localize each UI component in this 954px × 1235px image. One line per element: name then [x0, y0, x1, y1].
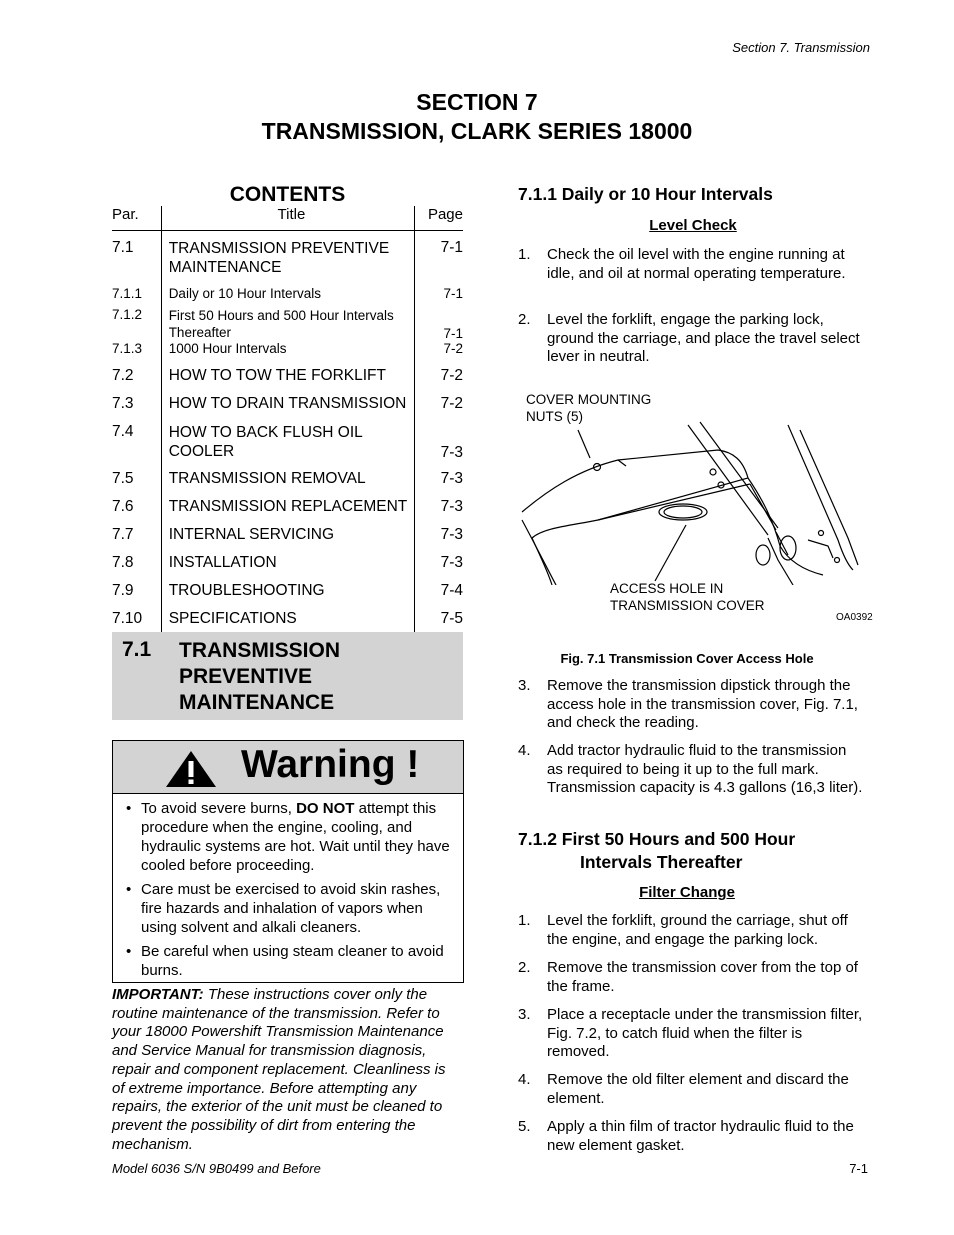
step-text: Add tractor hydraulic fluid to the transmission as required to being it up to the full mark. Transmission capacity is 4.3 gallons (16,3 liter).: [547, 742, 863, 797]
list-item: • Be careful when using steam cleaner to avoid burns.: [141, 942, 455, 980]
toc-title: SPECIFICATIONS: [161, 610, 415, 632]
toc-par: 7.8: [112, 553, 134, 571]
toc-page: 7-1: [415, 239, 463, 286]
toc-title: 1000 Hour Intervals: [161, 341, 415, 367]
toc-page: 7-1: [415, 307, 463, 341]
toc-page: 7-3: [415, 554, 463, 582]
footer-page-number: 7-1: [849, 1161, 868, 1176]
toc-title: TROUBLESHOOTING: [161, 582, 415, 610]
important-note: [112, 986, 462, 1154]
toc-par: 7.1: [112, 238, 134, 256]
table-row: [112, 395, 463, 423]
warning-text: attempt this procedure when the engine, cooling, and hydraulic systems are hot. Wait until they have cooled before proceeding.: [141, 800, 450, 874]
col-page: Page: [415, 206, 463, 231]
step-number: 2.: [518, 311, 531, 328]
table-row: [112, 610, 463, 632]
toc-title: HOW TO BACK FLUSH OIL COOLER: [161, 423, 415, 470]
label-line: NUTS (5): [526, 409, 583, 424]
toc-page: 7-2: [415, 341, 463, 367]
table-row: [112, 526, 463, 554]
running-head: Section 7. Transmission: [732, 40, 870, 55]
section-7-1-heading: [112, 632, 463, 720]
subheading-level-check: Level Check: [649, 217, 737, 234]
toc-title: TRANSMISSION REPLACEMENT: [161, 498, 415, 526]
important-label: IMPORTANT:: [112, 986, 204, 1003]
transmission-cover-illustration: [518, 420, 870, 585]
list-item: [141, 799, 455, 875]
table-row: [112, 341, 463, 367]
step-text: Check the oil level with the engine running at idle, and oil at normal operating temperature.: [547, 246, 846, 282]
step-text: Place a receptacle under the transmission filter, Fig. 7.2, to catch fluid when the filter is removed.: [547, 1006, 863, 1061]
toc-par: 7.3: [112, 394, 134, 412]
section-title-line: TRANSMISSION: [179, 639, 341, 662]
figure-caption: Fig. 7.1 Transmission Cover Access Hole: [560, 651, 814, 666]
contents-heading: CONTENTS: [229, 183, 346, 206]
toc-title: INTERNAL SERVICING: [161, 526, 415, 554]
table-row: [112, 582, 463, 610]
title-line-2: TRANSMISSION, CLARK SERIES 18000: [261, 118, 693, 144]
label-line: COVER MOUNTING: [526, 392, 652, 407]
label-line: ACCESS HOLE IN: [610, 581, 724, 596]
toc-title: HOW TO DRAIN TRANSMISSION: [161, 395, 415, 423]
toc-par: 7.2: [112, 366, 134, 384]
figure-label-access-hole: [610, 580, 765, 614]
subheading-filter-change: Filter Change: [639, 884, 735, 901]
warning-triangle-icon: [165, 750, 217, 788]
warning-title: Warning !: [241, 743, 420, 786]
step-number: 1.: [518, 912, 531, 929]
table-row: [112, 239, 463, 286]
table-row: [112, 470, 463, 498]
toc-par: 7.1.3: [112, 340, 143, 356]
table-row: [112, 367, 463, 395]
step-text: Level the forklift, engage the parking lock, ground the carriage, and place the travel select lever in neutral.: [547, 311, 860, 366]
step-number: 3.: [518, 677, 531, 694]
toc-par: 7.1.2: [112, 306, 143, 322]
toc-par: 7.1.1: [112, 285, 143, 301]
page-title: [0, 88, 954, 146]
section-title: [179, 638, 340, 716]
warning-list: [113, 794, 463, 980]
heading-7-1-2: [518, 828, 795, 874]
toc-par: 7.7: [112, 525, 134, 543]
toc-page: 7-2: [415, 395, 463, 423]
toc-page: 7-3: [415, 423, 463, 470]
warning-text: To avoid severe burns,: [141, 800, 297, 817]
step-number: 5.: [518, 1118, 531, 1135]
toc-page: 7-3: [415, 526, 463, 554]
figure-code: OA0392: [836, 612, 873, 623]
step-number: 1.: [518, 246, 531, 263]
section-title-line: PREVENTIVE: [179, 665, 313, 688]
col-par: Par.: [112, 206, 161, 231]
heading-7-1-1: 7.1.1 Daily or 10 Hour Intervals: [518, 184, 773, 204]
step-text: Remove the transmission cover from the top of the frame.: [547, 959, 858, 995]
toc-par: 7.4: [112, 422, 134, 440]
table-row: [112, 307, 463, 341]
table-row: [112, 286, 463, 307]
toc-page: 7-2: [415, 367, 463, 395]
list-item: • Care must be exercised to avoid skin rashes, fire hazards and inhalation of vapors when using solvent and alkali cleaners.: [141, 880, 455, 937]
toc-title: TRANSMISSION PREVENTIVE MAINTENANCE: [161, 239, 415, 286]
label-line: TRANSMISSION COVER: [610, 598, 765, 613]
table-row: [112, 423, 463, 470]
toc-page: 7-1: [415, 286, 463, 307]
title-line-1: SECTION 7: [416, 89, 538, 115]
toc-title: Daily or 10 Hour Intervals: [161, 286, 415, 307]
step-text: Level the forklift, ground the carriage, shut off the engine, and engage the parking lock.: [547, 912, 848, 948]
step-number: 4.: [518, 1071, 531, 1088]
warning-emphasis: DO NOT: [296, 800, 355, 817]
table-row: [112, 554, 463, 582]
toc-par: 7.5: [112, 469, 134, 487]
step-number: 2.: [518, 959, 531, 976]
heading-line: 7.1.2 First 50 Hours and 500 Hour: [518, 829, 796, 849]
warning-box: [112, 740, 464, 983]
footer-model: Model 6036 S/N 9B0499 and Before: [112, 1161, 321, 1176]
table-row: [112, 498, 463, 526]
toc-page: 7-3: [415, 470, 463, 498]
section-title-line: MAINTENANCE: [179, 691, 335, 714]
toc-title: First 50 Hours and 500 Hour Intervals Thereafter: [161, 307, 415, 341]
warning-header: [113, 741, 463, 794]
toc-title: HOW TO TOW THE FORKLIFT: [161, 367, 415, 395]
toc-title: INSTALLATION: [161, 554, 415, 582]
step-text: Remove the old filter element and discard the element.: [547, 1071, 849, 1107]
step-text: Remove the transmission dipstick through the access hole in the transmission cover, Fig. 7.1, and check the reading.: [547, 677, 858, 732]
toc-par: 7.9: [112, 581, 134, 599]
toc-par: 7.6: [112, 497, 134, 515]
step-number: 4.: [518, 742, 531, 759]
toc-page: 7-5: [415, 610, 463, 632]
step-number: 3.: [518, 1006, 531, 1023]
section-number: 7.1: [122, 638, 152, 661]
heading-line: Intervals Thereafter: [580, 852, 743, 872]
col-title: Title: [161, 206, 415, 231]
toc-par: 7.10: [112, 609, 143, 627]
toc-page: 7-4: [415, 582, 463, 610]
contents-table: [112, 206, 463, 632]
toc-title: TRANSMISSION REMOVAL: [161, 470, 415, 498]
step-text: Apply a thin film of tractor hydraulic fluid to the new element gasket.: [547, 1118, 854, 1154]
important-text: These instructions cover only the routine maintenance of the transmission. Refer to your 18000 Powershift Transmission Maintenance and Service Manual for transmission diagnosis, repair and component replacement. Cleanliness is of extreme importance. Before attempting any repairs, the exterior of the unit must be cleaned to prevent the possibility of dirt from entering the mechanism.: [112, 986, 446, 1153]
toc-page: 7-3: [415, 498, 463, 526]
